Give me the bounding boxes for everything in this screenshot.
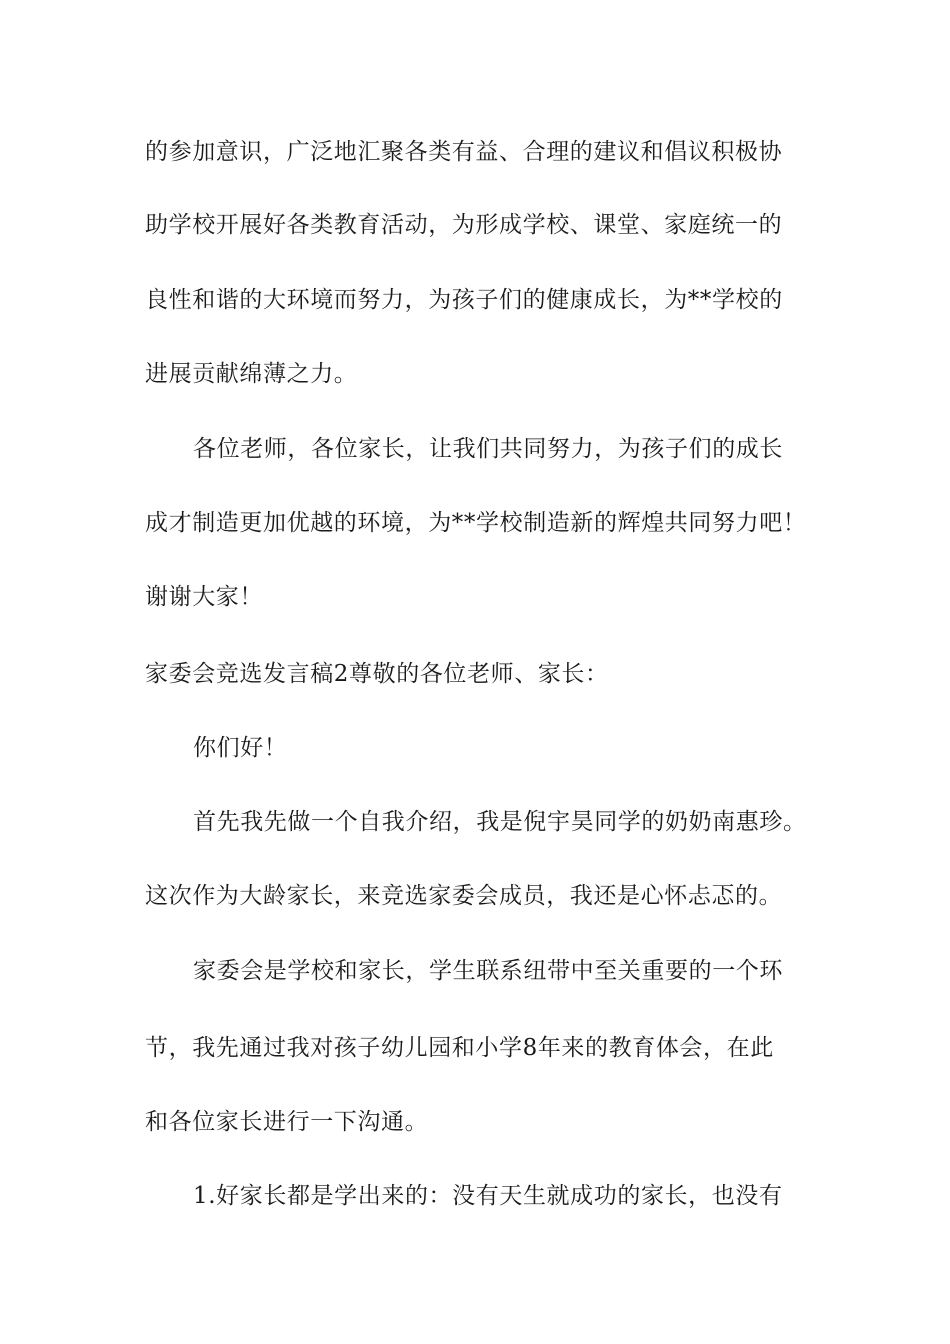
paragraph-line: 助学校开展好各类教育活动，为形成学校、课堂、家庭统一的: [145, 212, 783, 238]
section-heading: 家委会竞选发言稿2尊敬的各位老师、家长：: [145, 661, 609, 687]
paragraph-line: 成才制造更加优越的环境，为**学校制造新的辉煌共同努力吧！: [145, 510, 807, 536]
paragraph-line: 的参加意识，广泛地汇聚各类有益、合理的建议和倡议积极协: [145, 139, 783, 165]
paragraph-line: 良性和谐的大环境而努力，为孩子们的健康成长，为**学校的: [145, 287, 783, 313]
paragraph-line: 这次作为大龄家长，来竞选家委会成员，我还是心怀忐忑的。: [145, 883, 783, 909]
paragraph-line: 和各位家长进行一下沟通。: [145, 1109, 429, 1135]
paragraph-line: 家委会是学校和家长，学生联系纽带中至关重要的一个环: [193, 958, 783, 984]
greeting-line: 你们好！: [193, 735, 288, 761]
paragraph-line: 谢谢大家！: [145, 584, 263, 610]
paragraph-line: 首先我先做一个自我介绍，我是倪宇昊同学的奶奶南惠珍。: [193, 809, 807, 835]
list-item-line: 1.好家长都是学出来的：没有天生就成功的家长，也没有: [193, 1183, 783, 1209]
paragraph-line: 各位老师，各位家长，让我们共同努力，为孩子们的成长: [193, 436, 783, 462]
paragraph-line: 节，我先通过我对孩子幼儿园和小学8年来的教育体会，在此: [145, 1035, 774, 1061]
paragraph-line: 进展贡献绵薄之力。: [145, 361, 358, 387]
